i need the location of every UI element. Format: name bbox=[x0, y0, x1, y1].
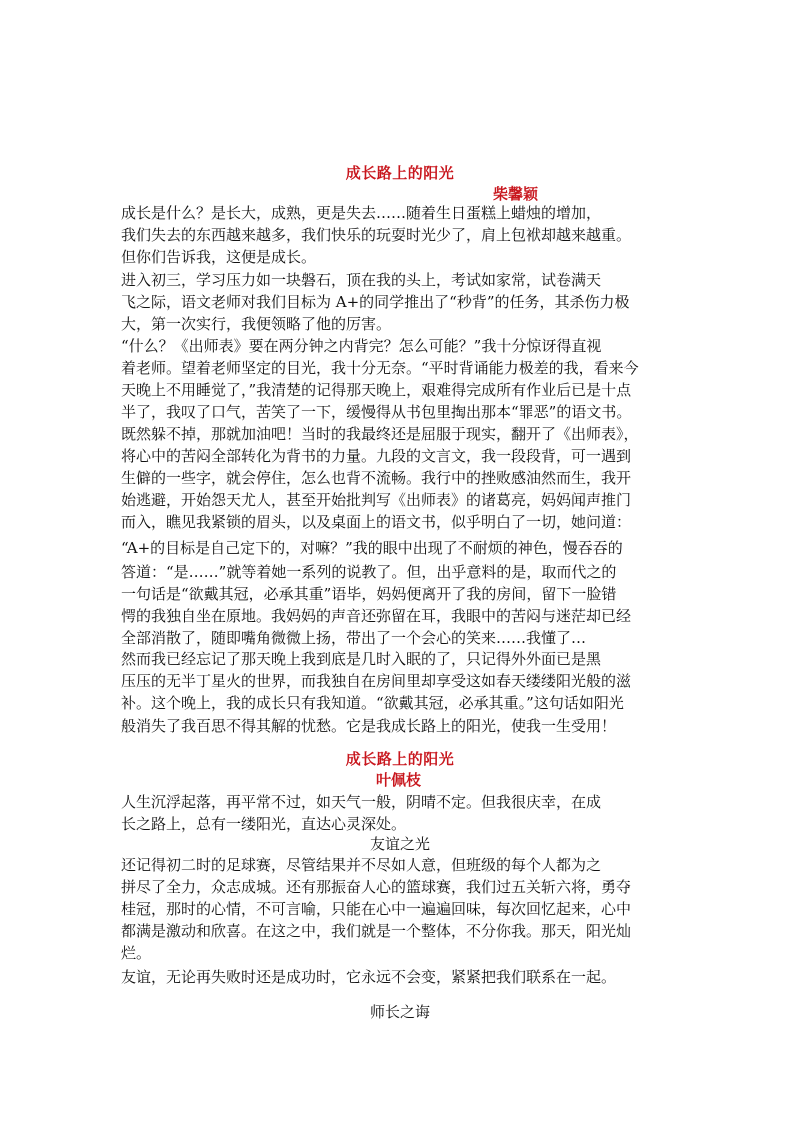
text-line: 一句话是“欲戴其冠，必承其重”语毕，妈妈便离开了我的房间，留下一脸错 bbox=[121, 585, 617, 603]
text-line: 进入初三，学习压力如一块磐石，顶在我的头上，考试如家常，试卷满天 bbox=[121, 271, 602, 289]
text-line: 着老师。望着老师坚定的目光，我十分无奈。“平时背诵能力极差的我，看来今 bbox=[121, 359, 639, 377]
essay1-author: 柴馨颖 bbox=[493, 185, 539, 203]
text-line: “A+的目标是自己定下的，对嘛？”我的眼中出现了不耐烦的神色，慢吞吞的 bbox=[121, 539, 623, 557]
text-line: 我们失去的东西越来越多，我们快乐的玩耍时光少了，肩上包袱却越来越重。 bbox=[121, 226, 632, 244]
text-line: 大，第一次实行，我便领略了他的厉害。 bbox=[121, 315, 392, 333]
text-line: 补。这个晚上，我的成长只有我知道。“欲戴其冠，必承其重。”这句话如阳光 bbox=[121, 694, 624, 712]
text-line: 烂。 bbox=[121, 944, 152, 962]
text-line: “什么？《出师表》要在两分钟之内背完？怎么可能？”我十分惊讶得直视 bbox=[121, 337, 602, 355]
text-line: 愕的我独自坐在原地。我妈妈的声音还弥留在耳，我眼中的苦闷与迷茫却已经 bbox=[121, 607, 632, 625]
text-line: 而入，瞧见我紧锁的眉头，以及桌面上的语文书，似乎明白了一切，她问道： bbox=[121, 513, 632, 531]
text-line: 长之路上，总有一缕阳光，直达心灵深处。 bbox=[121, 815, 407, 833]
essay2-title: 成长路上的阳光 bbox=[345, 750, 455, 768]
text-line: 然而我已经忘记了那天晚上我到底是几时入眠的了，只记得外外面已是黑 bbox=[121, 650, 602, 668]
text-line: 还记得初二时的足球赛，尽管结果并不尽如人意，但班级的每个人都为之 bbox=[121, 856, 602, 874]
text-line: 成长是什么？是长大，成熟，更是失去……随着生日蛋糕上蜡烛的增加， bbox=[121, 204, 602, 222]
text-line: 天晚上不用睡觉了，”我清楚的记得那天晚上，艰难得完成所有作业后已是十点 bbox=[121, 381, 632, 399]
essay1-title: 成长路上的阳光 bbox=[345, 164, 455, 182]
text-line: 全部消散了，随即嘴角微微上扬，带出了一个会心的笑来……我懂了… bbox=[121, 629, 587, 647]
section-heading-friendship: 友谊之光 bbox=[369, 835, 430, 853]
section-heading-teachers: 师长之诲 bbox=[369, 1003, 430, 1021]
text-line: 桂冠，那时的心情，不可言喻，只能在心中一遍遍回味，每次回忆起来，心中 bbox=[121, 900, 632, 918]
essay2-author: 叶佩枝 bbox=[376, 771, 422, 789]
text-line: 始逃避，开始怨天尤人，甚至开始批判写《出师表》的诸葛亮，妈妈闻声推门 bbox=[121, 491, 632, 509]
text-line: 般消失了我百思不得其解的忧愁。它是我成长路上的阳光，使我一生受用！ bbox=[121, 717, 617, 735]
text-line: 生僻的一些字，就会停住，怎么也背不流畅。我行中的挫败感油然而生，我开 bbox=[121, 469, 632, 487]
text-line: 人生沉浮起落，再平常不过，如天气一般，阴晴不定。但我很庆幸，在成 bbox=[121, 793, 602, 811]
text-line: 半了，我叹了口气，苦笑了一下，缓慢得从书包里掏出那本“罪恶”的语文书。 bbox=[121, 403, 632, 421]
text-line: 既然躲不掉，那就加油吧！当时的我最终还是屈服于现实，翻开了《出师表》， bbox=[121, 425, 639, 443]
text-line: 答道：“是……”就等着她一系列的说教了。但，出乎意料的是，取而代之的 bbox=[121, 563, 617, 581]
text-line: 友谊，无论再失败时还是成功时，它永远不会变，紧紧把我们联系在一起。 bbox=[121, 968, 617, 986]
text-line: 将心中的苦闷全部转化为背书的力量。九段的文言文，我一段段背，可一遇到 bbox=[121, 447, 632, 465]
text-line: 但你们告诉我，这便是成长。 bbox=[121, 248, 317, 266]
text-line: 都满是激动和欣喜。在这之中，我们就是一个整体，不分你我。那天，阳光灿 bbox=[121, 922, 632, 940]
text-line: 拼尽了全力，众志成城。还有那振奋人心的篮球赛，我们过五关斩六将，勇夺 bbox=[121, 878, 632, 896]
text-line: 飞之际，语文老师对我们目标为 A+的同学推出了“秒背”的任务，其杀伤力极 bbox=[121, 293, 630, 311]
text-line: 压压的无半丁星火的世界，而我独自在房间里却享受这如春天缕缕阳光般的滋 bbox=[121, 672, 632, 690]
